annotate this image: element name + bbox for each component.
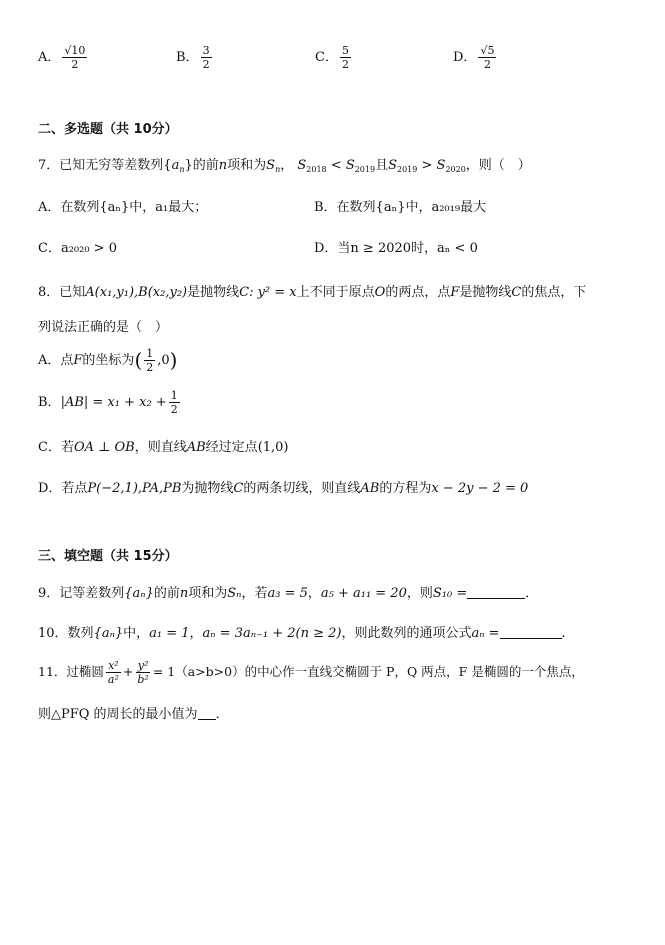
q9-answer-blank[interactable] (467, 586, 525, 599)
q8-a-den: 2 (146, 361, 154, 374)
q7-stem: 7．已知无穷等差数列$\{a_n\}$的前n项和为$S_n$， $S_{2018} < S_{2019}$且$S_{2019} > S_{2020}$，则（ ） (38, 158, 531, 174)
q8-d-text2: 为抛物线 (181, 481, 234, 496)
q7-seq-sub: n (179, 165, 185, 174)
q9-f: ， (307, 586, 321, 601)
q9-g: ，则 (406, 586, 433, 601)
q7-seq: $\{a_n\}$ (163, 158, 193, 174)
q7-option-b: B．在数列{aₙ}中，a₂₀₁₉最大 (314, 200, 487, 215)
section-2-title: 二、多选题（共 10分） (38, 122, 178, 137)
q8-b-label: B． (38, 395, 61, 410)
q6-d-label: D． (453, 50, 477, 65)
q8-option-a: A．点F的坐标为( $\frac{1}{2}$ ,0) (38, 347, 178, 374)
q8-b-den: 2 (170, 403, 178, 416)
q11-end: ． (215, 707, 229, 722)
q10-answer-blank[interactable] (500, 626, 562, 639)
q7-stem-c: 项和为 (227, 158, 267, 173)
q8-option-d (38, 477, 528, 496)
q10-a: 10．数列 (38, 626, 94, 641)
q6-d-fraction (478, 45, 496, 70)
q8-c-AB: AB (186, 440, 206, 455)
q10-e1: a₁ = 1 (149, 626, 190, 641)
q6-a-den: 2 (71, 58, 79, 71)
q10-d: ，则此数列的通项公式 (341, 626, 472, 641)
q8-b-num: 1 (170, 389, 178, 402)
q11-y-num: y² (137, 659, 149, 672)
q8-a-zero: ,0 (157, 353, 170, 368)
q6-b-den: 2 (202, 58, 210, 71)
q9-e1: a₃ = 5 (267, 586, 308, 601)
q7-option-c: C．a₂₀₂₀ > 0 (38, 241, 117, 256)
q10-e2: aₙ = 3aₙ₋₁ + 2(n ≥ 2) (202, 626, 342, 641)
q11-y-fraction (135, 660, 150, 685)
q7-option-a: A．在数列{aₙ}中，a₁最大； (38, 200, 208, 215)
q8-b-fraction (169, 390, 180, 415)
q8-d-text3: 的两条切线，则直线 (243, 481, 361, 496)
q8-d-expr: P(−2,1),PA,PB (87, 481, 182, 496)
q7-stem-end: ，则（ ） (465, 158, 531, 173)
q8-s1g: 的两点，点 (385, 285, 451, 300)
q7-stem-b: 的前 (192, 158, 219, 173)
q8-d-C: C (233, 481, 244, 496)
q8-s1e: 上不同于原点 (296, 285, 375, 300)
q8-c-text3: 经过定点 (205, 440, 258, 455)
q9-e2: a₅ + a₁₁ = 20 (320, 586, 407, 601)
q8-c-expr: OA ⊥ OB (73, 440, 135, 455)
q8-d-text: D．若点 (38, 481, 88, 496)
q11-x-fraction (106, 660, 121, 685)
q6-b-label: B． (176, 50, 199, 65)
q8-s1a: 8．已知 (38, 285, 86, 300)
q11-x-den: a² (107, 673, 119, 686)
q8-b-expr: |AB| = x₁ + x₂ + (60, 395, 167, 410)
q6-c-label: C． (315, 50, 338, 65)
q6-b-num: 3 (202, 44, 210, 57)
q9-end: ． (525, 586, 539, 601)
q11-x-num: x² (108, 659, 119, 672)
q6-a-num: √10 (64, 44, 86, 57)
q8-s1j: C (511, 285, 522, 300)
q8-c-text2: ，则直线 (134, 440, 187, 455)
q6-d-den: 2 (483, 58, 491, 71)
q10-e3: aₙ = (471, 626, 500, 641)
q7-option-d: D．当n ≥ 2020时，aₙ < 0 (314, 241, 478, 256)
q8-option-b (38, 390, 182, 415)
q7-S-sub: n (275, 165, 281, 174)
q8-stem-line-1 (38, 281, 586, 300)
q10-b: 中， (123, 626, 150, 641)
q11-y-den: b² (137, 673, 149, 686)
q11-line-2 (38, 703, 229, 722)
q9-d: ，若 (241, 586, 268, 601)
q10-end: . (561, 626, 566, 641)
q8-s1i: 是抛物线 (459, 285, 512, 300)
q8-s1h: F (450, 285, 460, 300)
q6-c-fraction (340, 45, 351, 70)
q9-e3: S₁₀ = (432, 586, 468, 601)
q8-c-text: C．若 (38, 440, 74, 455)
q6-option-a (38, 44, 89, 71)
q10-line (38, 622, 566, 641)
q10-seq: {aₙ} (93, 626, 124, 641)
q8-s1c: 是抛物线 (187, 285, 240, 300)
q6-option-c (315, 45, 353, 70)
q8-a-text2: 的坐标为 (82, 353, 135, 368)
q6-c-den: 2 (341, 58, 349, 71)
q6-c-num: 5 (341, 44, 349, 57)
q9-a: 9．记等差数列 (38, 586, 125, 601)
q8-s1k: 的焦点，下 (521, 285, 587, 300)
q7-S: S (266, 158, 276, 173)
q9-line (38, 582, 538, 601)
q11-answer-blank[interactable] (198, 707, 216, 720)
q7-cond-a: 2018 (306, 165, 327, 174)
q9-S: Sₙ (227, 586, 242, 601)
q7-stem-a: 7．已知无穷等差数列 (38, 158, 164, 173)
q6-options-row (38, 45, 89, 70)
q8-s1b: A(x₁,y₁),B(x₂,y₂) (85, 285, 188, 300)
q8-s1f: O (374, 285, 386, 300)
q8-d-text4: 的方程为 (379, 481, 432, 496)
q8-stem-line-2: 列说法正确的是（ ） (38, 320, 169, 335)
q7-cond-join: 且 (375, 158, 389, 173)
q9-n: n (179, 586, 189, 601)
q7-cond-b: 2019 (354, 165, 376, 174)
q6-a-fraction (62, 45, 87, 70)
q6-option-b (176, 45, 214, 70)
q8-d-eq: x − 2y − 2 = 0 (431, 481, 529, 496)
q10-c: ， (189, 626, 203, 641)
q8-a-F: F (73, 353, 83, 368)
q7-cond-c: 2019 (397, 165, 418, 174)
q11-a: 11．过椭圆 (38, 664, 104, 679)
q9-c: 项和为 (188, 586, 228, 601)
q6-option-d (453, 45, 498, 70)
q7-n: n (218, 158, 228, 173)
q8-a-num: 1 (146, 347, 154, 360)
q11-eq: = 1（a>b>0）的中心作一直线交椭圆于 P，Q 两点，F 是椭圆的一个焦点， (152, 664, 584, 679)
q8-d-AB: AB (360, 481, 380, 496)
q8-c-point: (1,0) (257, 440, 289, 455)
q6-b-fraction (201, 45, 212, 70)
q11-line-1 (38, 660, 584, 685)
q6-d-num: √5 (480, 44, 495, 57)
q8-option-c (38, 436, 289, 455)
q8-a-fraction (144, 348, 155, 373)
q8-a-text: A．点 (38, 353, 74, 368)
q9-seq: {aₙ} (124, 586, 154, 601)
q9-b: 的前 (153, 586, 180, 601)
section-3-title: 三、填空题（共 15分） (38, 549, 178, 564)
q7-cond-d: 2020 (445, 165, 466, 174)
q6-a-label: A． (38, 50, 61, 65)
q11-plus: + (122, 664, 134, 679)
q8-s1d: C: y² = x (239, 285, 297, 300)
q11-line2-text: 则△PFQ 的周长的最小值为 (38, 707, 198, 722)
